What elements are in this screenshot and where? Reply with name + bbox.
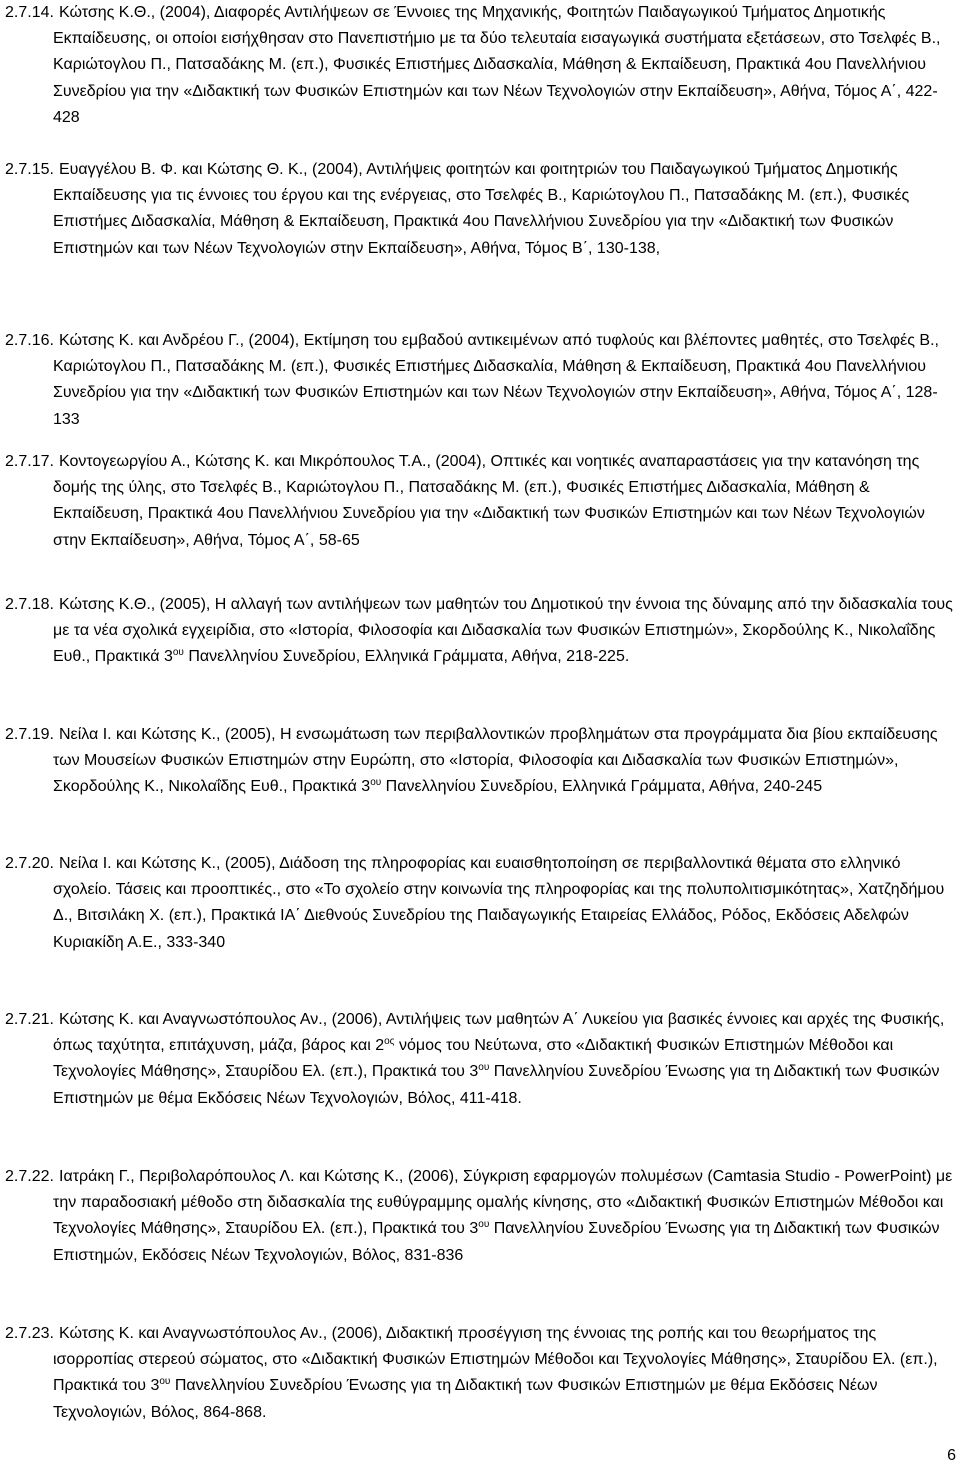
reference-number: 2.7.16. <box>5 332 54 349</box>
reference-text <box>5 851 953 956</box>
reference-number: 2.7.20. <box>5 855 54 872</box>
reference-body: Νείλα Ι. και Κώτσης Κ., (2005), Διάδοση της πληροφορίας και ευαισθητοποίηση σε περιβαλλοντικά θέματα στο ελληνικό σχολείο. Τάσεις και προοπτικές., στο «Το σχολείο στην κοινωνία της πληροφορίας και της πολυπολιτισμικότητας», Χατζηδήμου Δ., Βιτσιλάκη Χ. (επ.), Πρακτικά ΙΑ΄ Διεθνούς Συνεδρίου της Παιδαγωγικής Εταιρείας Ελλάδος, Ρόδος, Εκδόσεις Αδελφών Κυριακίδη Α.Ε., 333-340 <box>53 855 945 951</box>
reference-body: Κώτσης Κ. και Αναγνωστόπουλος Αν., (2006), Αντιλήψεις των μαθητών Α΄ Λυκείου για βασικές έννοιες και αρχές της Φυσικής, όπως ταχύτητα, επιτάχυνση, μάζα, βάρος και 2 <box>53 1011 945 1055</box>
reference-number: 2.7.22. <box>5 1168 54 1185</box>
reference-body-continued: νόμος του Νεύτωνα, στο «Διδακτική Φυσικών Επιστημών Μέθοδοι και Τεχνολογίες Μάθησης», Σταυρίδου Ελ. (επ.), Πρακτικά του 3 <box>53 1037 894 1081</box>
reference-body-continued: Πανελληνίου Συνεδρίου Ένωσης για τη Διδακτική των Φυσικών Επιστημών, Εκδόσεις Νέων Τεχνολογιών, Βόλος, 831-836 <box>53 1220 940 1264</box>
reference-number: 2.7.19. <box>5 726 54 743</box>
ordinal-superscript: ου <box>172 647 184 659</box>
reference-body-continued: Πανελληνίου Συνεδρίου, Ελληνικά Γράμματα, Αθήνα, 218-225. <box>183 648 630 666</box>
reference-body: Ευαγγέλου Β. Φ. και Κώτσης Θ. Κ., (2004), Αντιλήψεις φοιτητών και φοιτητριών του Παιδαγωγικού Τμήματος Δημοτικής Εκπαίδευσης για τις έννοιες του έργου και της ενέργειας, στο Τσελφές Β., Καριώτογλου Π., Πατσαδάκης Μ. (επ.), Φυσικές Επιστήμες Διδασκαλία, Μάθηση & Εκπαίδευση, Πρακτικά 4ου Πανελλήνιου Συνεδρίου για την «Διδακτική των Φυσικών Επιστημών και των Νέων Τεχνολογιών στην Εκπαίδευση», Αθήνα, Τόμος Β΄, 130-138, <box>53 161 910 257</box>
reference-body: Ιατράκη Γ., Περιβολαρόπουλος Λ. και Κώτσης Κ., (2006), Σύγκριση εφαρμογών πολυμέσων (Camtasia Studio - PowerPoint) με την παραδοσιακή μέθοδο στη διδασκαλία της ευθύγραμμης ομαλής κίνησης, στο «Διδακτική Φυσικών Επιστημών Μέθοδοι και Τεχνολογίες Μάθησης», Σταυρίδου Ελ. (επ.), Πρακτικά του 3 <box>53 1168 953 1238</box>
reference-text <box>5 328 953 433</box>
ordinal-superscript: ου <box>370 777 382 789</box>
reference-text <box>5 449 953 554</box>
reference-number: 2.7.15. <box>5 161 54 178</box>
reference-number: 2.7.17. <box>5 453 54 470</box>
reference-number: 2.7.14. <box>5 4 54 21</box>
page-number: 6 <box>947 1447 956 1464</box>
reference-number: 2.7.18. <box>5 596 54 613</box>
ordinal-superscript: ου <box>159 1376 171 1388</box>
ordinal-superscript: ου <box>478 1062 490 1074</box>
reference-2-7-23 <box>5 1321 953 1426</box>
reference-number: 2.7.21. <box>5 1011 54 1028</box>
reference-number: 2.7.23. <box>5 1325 54 1342</box>
reference-text <box>5 1007 953 1112</box>
reference-body-continued: Πανελληνίου Συνεδρίου Ένωσης για τη Διδακτική των Φυσικών Επιστημών με θέμα Εκδόσεις Νέων Τεχνολογιών, Βόλος, 411-418. <box>53 1063 940 1107</box>
reference-text <box>5 1164 953 1269</box>
reference-text <box>5 592 953 671</box>
reference-body: Κώτσης Κ.Θ., (2004), Διαφορές Αντιλήψεων σε Έννοιες της Μηχανικής, Φοιτητών Παιδαγωγικού Τμήματος Δημοτικής Εκπαίδευσης, οι οποίοι εισήχθησαν στο Πανεπιστήμιο με τα δύο τελευταία εισαγωγικά συστήματα εξετάσεων, στο Τσελφές Β., Καριώτογλου Π., Πατσαδάκης Μ. (επ.), Φυσικές Επιστήμες Διδασκαλία, Μάθηση & Εκπαίδευση, Πρακτικά 4ου Πανελλήνιου Συνεδρίου για την «Διδακτική των Φυσικών Επιστημών και των Νέων Τεχνολογιών στην Εκπαίδευση», Αθήνα, Τόμος Α΄, 422-428 <box>53 4 941 126</box>
reference-body: Νείλα Ι. και Κώτσης Κ., (2005), Η ενσωμάτωση των περιβαλλοντικών προβλημάτων στα προγράμματα δια βίου εκπαίδευσης των Μουσείων Φυσικών Επιστημών στην Ευρώπη, στο «Ιστορία, Φιλοσοφία και Διδασκαλία των Φυσικών Επιστημών», Σκορδούλης Κ., Νικολαΐδης Ευθ., Πρακτικά 3 <box>53 726 938 796</box>
reference-text <box>5 722 953 801</box>
reference-2-7-18 <box>5 592 953 671</box>
reference-2-7-17 <box>5 449 953 554</box>
reference-body-continued: Πανελληνίου Συνεδρίου Ένωσης για τη Διδακτική των Φυσικών Επιστημών με θέμα Εκδόσεις Νέων Τεχνολογιών, Βόλος, 864-868. <box>53 1377 878 1421</box>
ordinal-superscript: ος <box>384 1036 395 1048</box>
reference-text <box>5 0 953 131</box>
reference-body: Κώτσης Κ.Θ., (2005), Η αλλαγή των αντιλήψεων των μαθητών του Δημοτικού την έννοια της δύναμης από την διδασκαλία τους με τα νέα σχολικά εγχειρίδια, στο «Ιστορία, Φιλοσοφία και Διδασκαλία των Φυσικών Επιστημών», Σκορδούλης Κ., Νικολαΐδης Ευθ., Πρακτικά 3 <box>53 596 953 666</box>
ordinal-superscript: ου <box>478 1219 490 1231</box>
reference-2-7-15 <box>5 157 953 262</box>
reference-body: Κώτσης Κ. και Αναγνωστόπουλος Αν., (2006), Διδακτική προσέγγιση της έννοιας της ροπής και του θεωρήματος της ισορροπίας στερεού σώματος, στο «Διδακτική Φυσικών Επιστημών Μέθοδοι και Τεχνολογίες Μάθησης», Σταυρίδου Ελ. (επ.), Πρακτικά του 3 <box>53 1325 938 1395</box>
reference-2-7-20 <box>5 851 953 956</box>
reference-2-7-21 <box>5 1007 953 1112</box>
reference-body-continued: Πανελληνίου Συνεδρίου, Ελληνικά Γράμματα, Αθήνα, 240-245 <box>381 778 823 796</box>
reference-body: Κοντογεωργίου Α., Κώτσης Κ. και Μικρόπουλος Τ.Α., (2004), Οπτικές και νοητικές αναπαραστάσεις για την κατανόηση της δομής της ύλης, στο Τσελφές Β., Καριώτογλου Π., Πατσαδάκης Μ. (επ.), Φυσικές Επιστήμες Διδασκαλία, Μάθηση & Εκπαίδευση, Πρακτικά 4ου Πανελλήνιου Συνεδρίου για την «Διδακτική των Φυσικών Επιστημών και των Νέων Τεχνολογιών στην Εκπαίδευση», Αθήνα, Τόμος Α΄, 58-65 <box>53 453 925 549</box>
reference-2-7-19 <box>5 722 953 801</box>
reference-2-7-22 <box>5 1164 953 1269</box>
reference-2-7-14 <box>5 0 953 131</box>
reference-body: Κώτσης Κ. και Ανδρέου Γ., (2004), Εκτίμηση του εμβαδού αντικειμένων από τυφλούς και βλέποντες μαθητές, στο Τσελφές Β., Καριώτογλου Π., Πατσαδάκης Μ. (επ.), Φυσικές Επιστήμες Διδασκαλία, Μάθηση & Εκπαίδευση, Πρακτικά 4ου Πανελλήνιου Συνεδρίου για την «Διδακτική των Φυσικών Επιστημών και των Νέων Τεχνολογιών στην Εκπαίδευση», Αθήνα, Τόμος Α΄, 128-133 <box>53 332 939 428</box>
reference-text <box>5 157 953 262</box>
reference-text <box>5 1321 953 1426</box>
reference-2-7-16 <box>5 328 953 433</box>
